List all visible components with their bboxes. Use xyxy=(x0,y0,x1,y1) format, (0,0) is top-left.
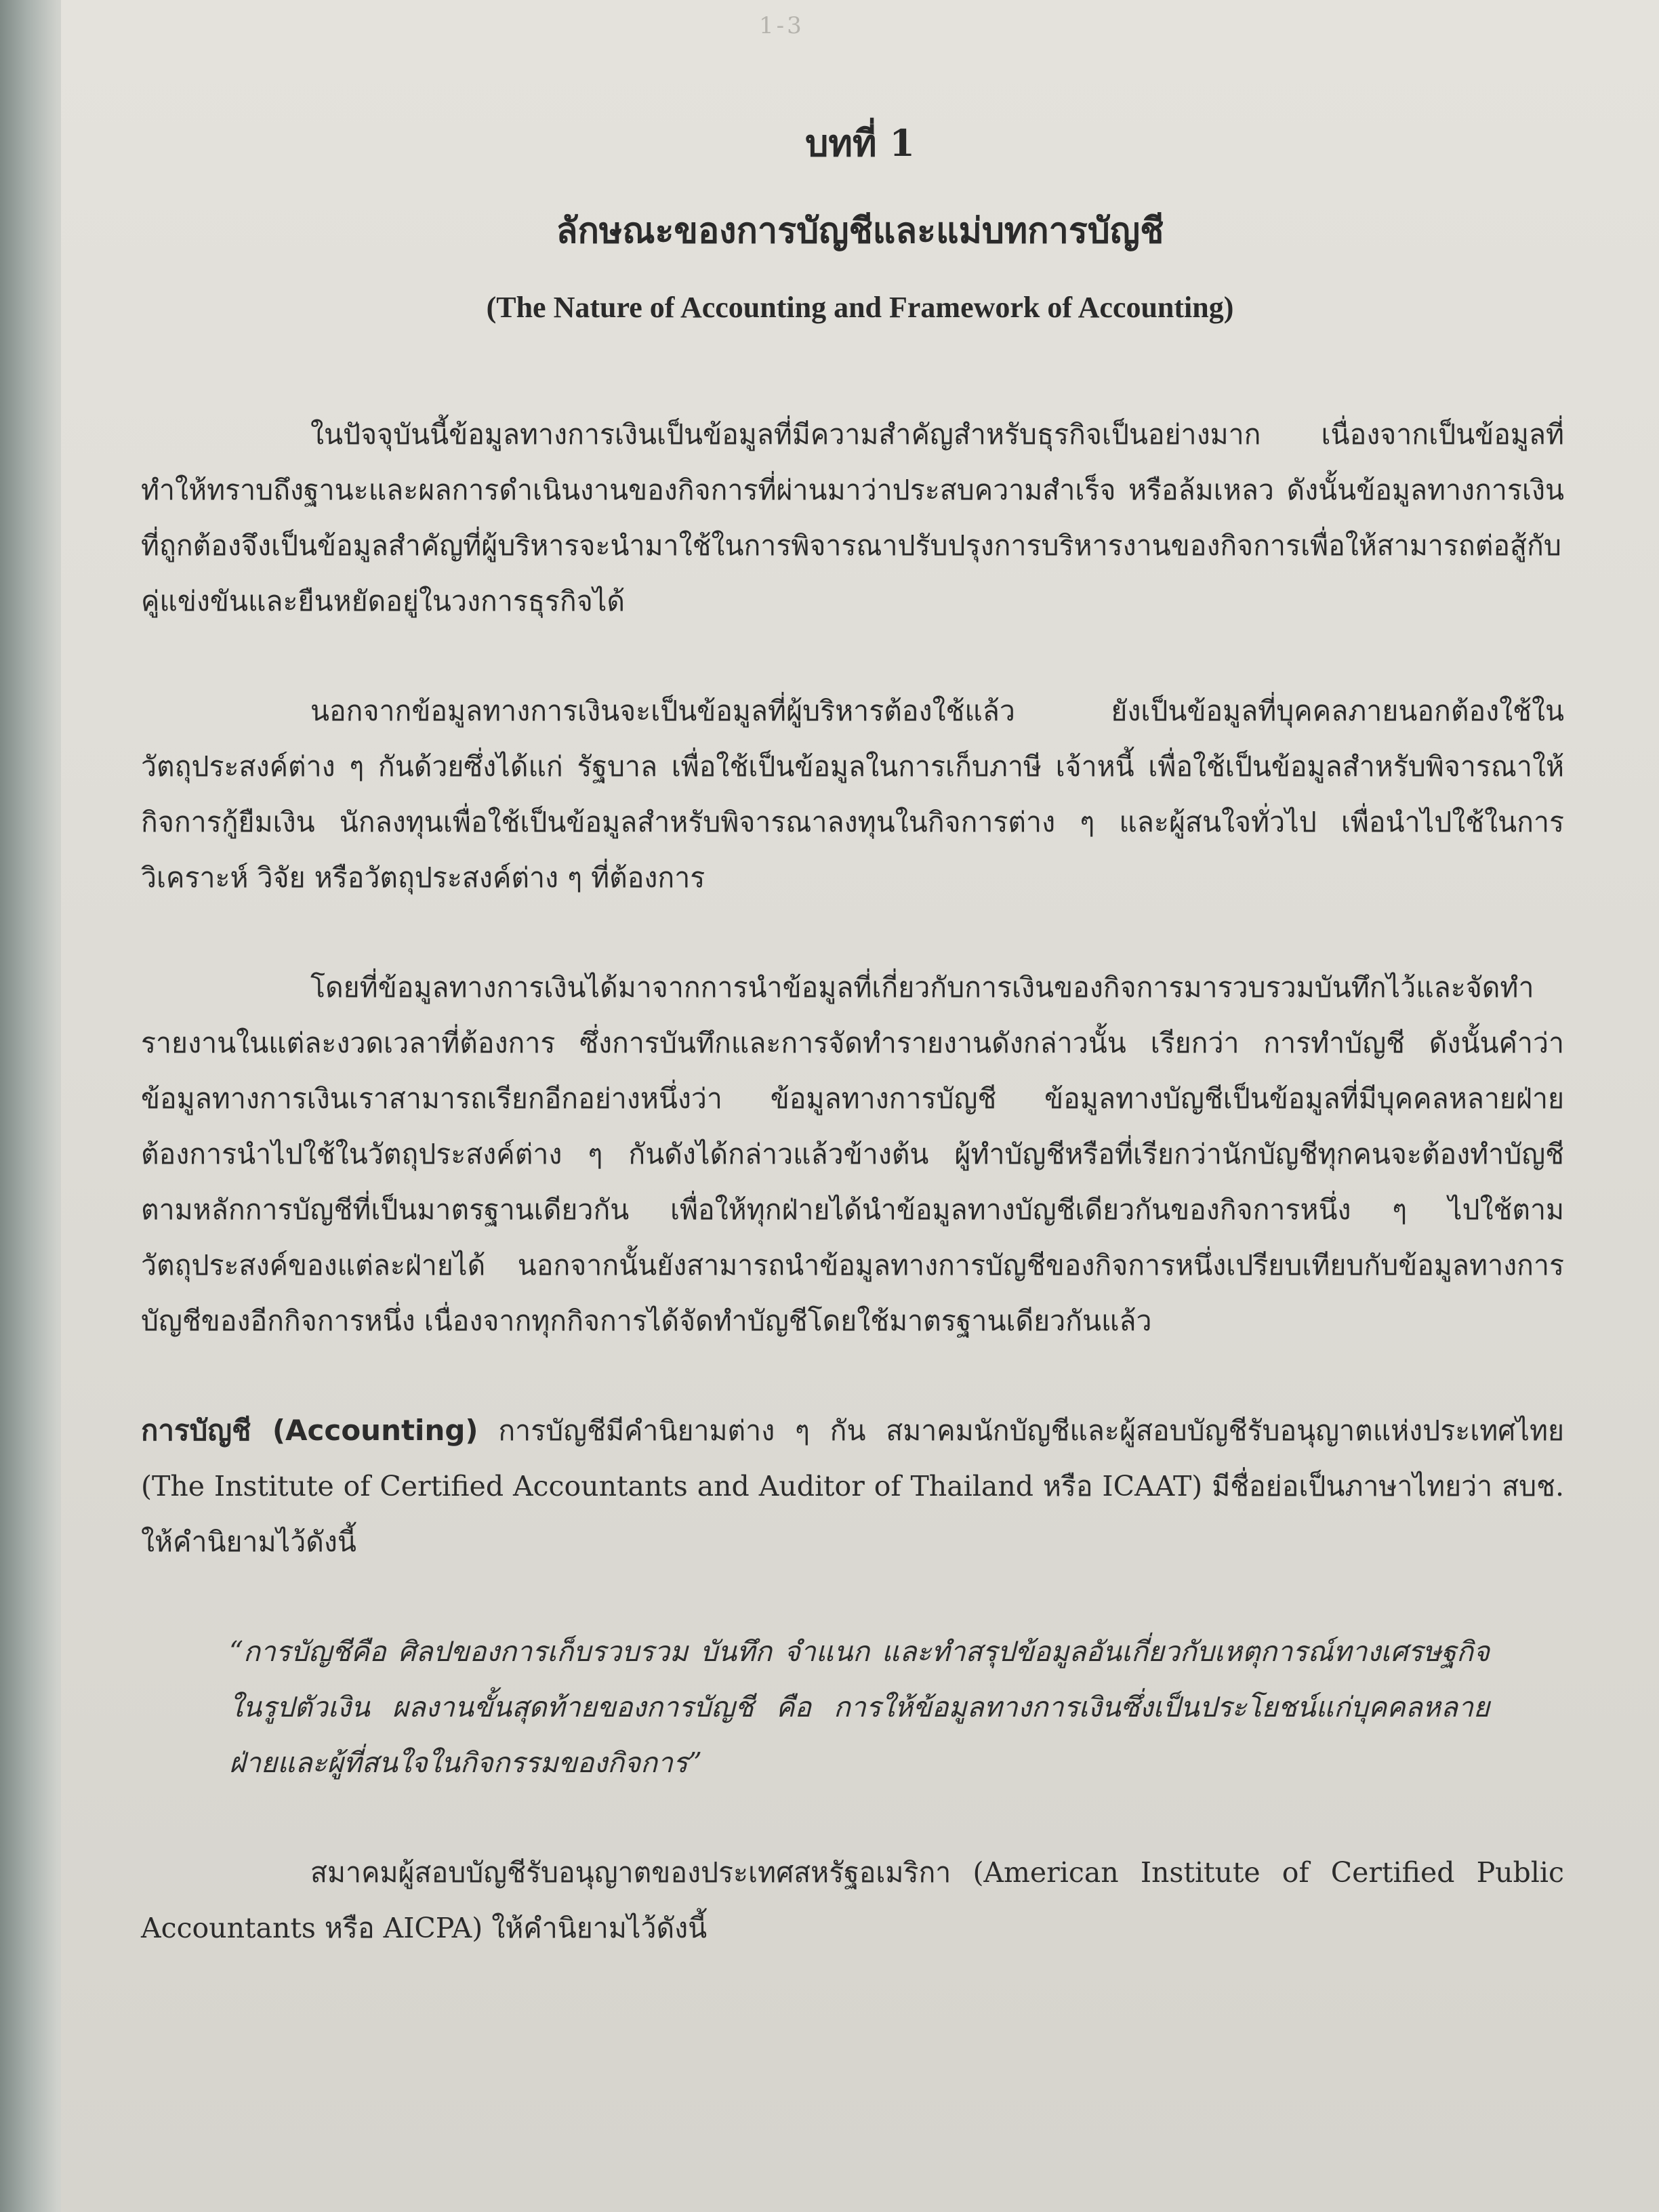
paragraph-2: นอกจากข้อมูลทางการเงินจะเป็นข้อมูลที่ผู้บริหารต้องใช้แล้ว ยังเป็นข้อมูลที่บุคคลภายนอกต้องใช้ในวัตถุประสงค์ต่าง ๆ กันด้วยซึ่งได้แก่ รัฐบาล เพื่อใช้เป็นข้อมูลในการเก็บภาษี เจ้าหนี้ เพื่อใช้เป็นข้อมูลสำหรับพิจารณาให้กิจการกู้ยืมเงิน นักลงทุนเพื่อใช้เป็นข้อมูลสำหรับพิจารณาลงทุนในกิจการต่าง ๆ และผู้สนใจทั่วไป เพื่อนำไปใช้ในการวิเคราะห์ วิจัย หรือวัตถุประสงค์ต่าง ๆ ที่ต้องการ xyxy=(141,695,1564,894)
definition-text: การบัญชีมีคำนิยามต่าง ๆ กัน สมาคมนักบัญชีและผู้สอบบัญชีรับอนุญาตแห่งประเทศไทย (The Institute of Certified Accountants and Auditor of Thailand หรือ ICAAT) มีชื่อย่อเป็นภาษาไทยว่า สบช. ให้คำนิยามไว้ดังนี้ xyxy=(141,1414,1564,1558)
closing-paragraph: สมาคมผู้สอบบัญชีรับอนุญาตของประเทศสหรัฐอเมริกา (American Institute of Certified Public Accountants หรือ AICPA) ให้คำนิยามไว้ดังนี้ xyxy=(141,1856,1564,1944)
chapter-title-thai: ลักษณะของการบัญชีและแม่บทการบัญชี xyxy=(556,210,1164,251)
definition-paragraph xyxy=(141,1403,1564,1570)
paragraph-3: โดยที่ข้อมูลทางการเงินได้มาจากการนำข้อมูลที่เกี่ยวกับการเงินของกิจการมารวบรวมบันทึกไว้และจัดทำรายงานในแต่ละงวดเวลาที่ต้องการ ซึ่งการบันทึกและการจัดทำรายงานดังกล่าวนั้น เรียกว่า การทำบัญชี ดังนั้นคำว่าข้อมูลทางการเงินเราสามารถเรียกอีกอย่างหนึ่งว่า ข้อมูลทางการบัญชี ข้อมูลทางบัญชีเป็นข้อมูลที่มีบุคคลหลายฝ่ายต้องการนำไปใช้ในวัตถุประสงค์ต่าง ๆ กันดังได้กล่าวแล้วข้างต้น ผู้ทำบัญชีหรือที่เรียกว่านักบัญชีทุกคนจะต้องทำบัญชีตามหลักการบัญชีที่เป็นมาตรฐานเดียวกัน เพื่อให้ทุกฝ่ายได้นำข้อมูลทางบัญชีเดียวกันของกิจการหนึ่ง ๆ ไปใช้ตามวัตถุประสงค์ของแต่ละฝ่ายได้ นอกจากนั้นยังสามารถนำข้อมูลทางการบัญชีของกิจการหนึ่งเปรียบเทียบกับข้อมูลทางการบัญชีของอีกกิจการหนึ่ง เนื่องจากทุกกิจการได้จัดทำบัญชีโดยใช้มาตรฐานเดียวกันแล้ว xyxy=(141,971,1564,1337)
page-number: 1-3 xyxy=(759,12,804,39)
chapter-heading: บทที่ 1 xyxy=(805,121,915,165)
chapter-title-english: (The Nature of Accounting and Framework of Accounting) xyxy=(486,291,1234,324)
definition-term: การบัญชี (Accounting) xyxy=(141,1414,478,1447)
paragraph-1: ในปัจจุบันนี้ข้อมูลทางการเงินเป็นข้อมูลที่มีความสำคัญสำหรับธุรกิจเป็นอย่างมาก เนื่องจากเป็นข้อมูลที่ทำให้ทราบถึงฐานะและผลการดำเนินงานของกิจการที่ผ่านมาว่าประสบความสำเร็จ หรือล้มเหลว ดังนั้นข้อมูลทางการเงินที่ถูกต้องจึงเป็นข้อมูลสำคัญที่ผู้บริหารจะนำมาใช้ในการพิจารณาปรับปรุงการบริหารงานของกิจการเพื่อให้สามารถต่อสู้กับคู่แข่งขันและยืนหยัดอยู่ในวงการธุรกิจได้ xyxy=(141,418,1564,617)
document-page xyxy=(61,0,1659,2212)
body-text xyxy=(141,407,1564,2010)
definition-quote: “การบัญชีคือ ศิลปของการเก็บรวบรวม บันทึก จำแนก และทำสรุปข้อมูลอันเกี่ยวกับเหตุการณ์ทางเศรษฐกิจในรูปตัวเงิน ผลงานขั้นสุดท้ายของการบัญชี คือ การให้ข้อมูลทางการเงินซึ่งเป็นประโยชน์แก่บุคคลหลายฝ่ายและผู้ที่สนใจในกิจกรรมของกิจการ” xyxy=(229,1635,1490,1779)
